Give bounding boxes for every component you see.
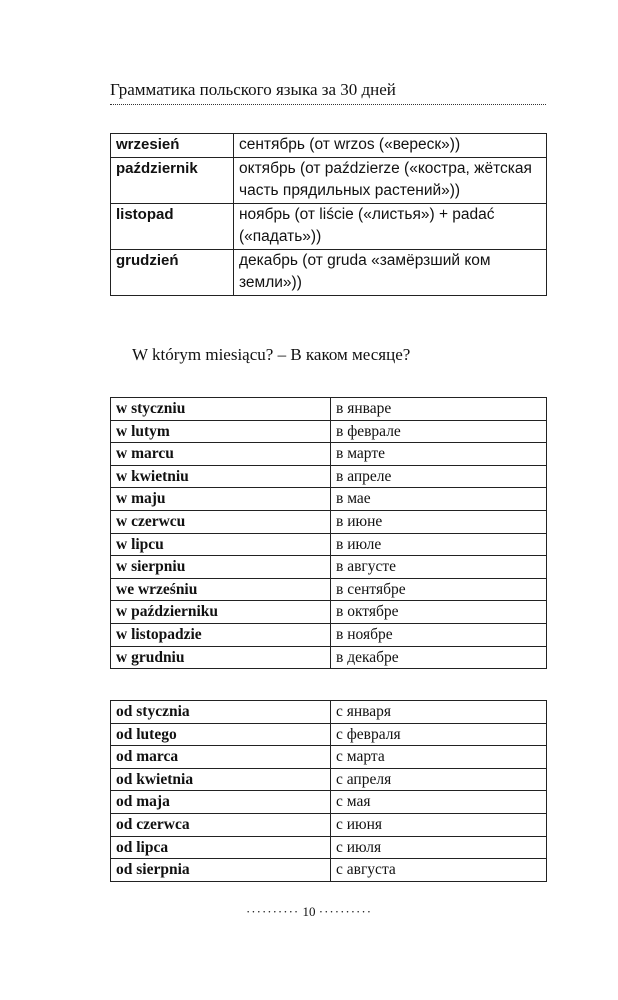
polish-cell: w lipcu	[111, 533, 331, 556]
table-row	[111, 203, 547, 249]
polish-cell: od kwietnia	[111, 768, 331, 791]
polish-cell: w czerwcu	[111, 510, 331, 533]
russian-cell: в июле	[331, 533, 547, 556]
russian-cell: декабрь (от gruda «замёрзший ком земли»))	[234, 249, 547, 295]
polish-cell: w październiku	[111, 601, 331, 624]
from-month-table	[110, 700, 547, 882]
table-row	[111, 443, 547, 466]
polish-cell: od marca	[111, 746, 331, 769]
table-row	[111, 465, 547, 488]
russian-cell: в феврале	[331, 420, 547, 443]
russian-cell: в декабре	[331, 646, 547, 669]
page-header	[110, 80, 546, 105]
polish-cell: październik	[111, 157, 234, 203]
table-row	[111, 746, 547, 769]
table-row	[111, 623, 547, 646]
polish-cell: grudzień	[111, 249, 234, 295]
russian-cell: с февраля	[331, 723, 547, 746]
polish-cell: w maju	[111, 488, 331, 511]
polish-cell: we wrześniu	[111, 578, 331, 601]
russian-cell: в марте	[331, 443, 547, 466]
table-row	[111, 723, 547, 746]
table-row	[111, 768, 547, 791]
polish-cell: od sierpnia	[111, 859, 331, 882]
russian-cell: в сентябре	[331, 578, 547, 601]
russian-cell: с июля	[331, 836, 547, 859]
polish-cell: w listopadzie	[111, 623, 331, 646]
russian-cell: в октябре	[331, 601, 547, 624]
russian-cell: в мае	[331, 488, 547, 511]
table-row	[111, 488, 547, 511]
table-row	[111, 859, 547, 882]
table-row	[111, 701, 547, 724]
russian-cell: в апреле	[331, 465, 547, 488]
russian-cell: в январе	[331, 398, 547, 421]
russian-cell: с апреля	[331, 768, 547, 791]
russian-cell: с июня	[331, 813, 547, 836]
russian-cell: с марта	[331, 746, 547, 769]
footer-dots-left: ··········	[245, 904, 300, 919]
table-row	[111, 578, 547, 601]
polish-cell: od stycznia	[111, 701, 331, 724]
russian-cell: в августе	[331, 556, 547, 579]
table-row	[111, 556, 547, 579]
in-month-table	[110, 397, 547, 669]
table-row	[111, 398, 547, 421]
russian-cell: ноябрь (от liście («листья») + padać («падать»))	[234, 203, 547, 249]
polish-cell: w kwietniu	[111, 465, 331, 488]
polish-cell: od maja	[111, 791, 331, 814]
table-row	[111, 813, 547, 836]
polish-cell: w sierpniu	[111, 556, 331, 579]
section-heading: W którym miesiącu? – В каком месяце?	[132, 345, 411, 364]
table-row	[111, 836, 547, 859]
footer-dots-right: ··········	[318, 904, 373, 919]
polish-cell: listopad	[111, 203, 234, 249]
table-row	[111, 134, 547, 158]
polish-cell: w lutym	[111, 420, 331, 443]
polish-cell: w grudniu	[111, 646, 331, 669]
polish-cell: od lipca	[111, 836, 331, 859]
russian-cell: с января	[331, 701, 547, 724]
russian-cell: в июне	[331, 510, 547, 533]
table-row	[111, 510, 547, 533]
polish-cell: w marcu	[111, 443, 331, 466]
russian-cell: с августа	[331, 859, 547, 882]
table-row	[111, 533, 547, 556]
polish-cell: od czerwca	[111, 813, 331, 836]
russian-cell: сентябрь (от wrzos («вереск»))	[234, 134, 547, 158]
polish-cell: w styczniu	[111, 398, 331, 421]
months-table	[110, 133, 547, 296]
page-number: 10	[302, 904, 316, 919]
page-footer	[0, 904, 618, 920]
table-row	[111, 420, 547, 443]
table-row	[111, 249, 547, 295]
polish-cell: wrzesień	[111, 134, 234, 158]
header-title: Грамматика польского языка за 30 дней	[110, 80, 396, 99]
polish-cell: od lutego	[111, 723, 331, 746]
table-row	[111, 646, 547, 669]
table-row	[111, 791, 547, 814]
russian-cell: октябрь (от paździerze («костра, жётская часть прядильных растений»))	[234, 157, 547, 203]
russian-cell: в ноябре	[331, 623, 547, 646]
table-row	[111, 601, 547, 624]
table-row	[111, 157, 547, 203]
russian-cell: с мая	[331, 791, 547, 814]
